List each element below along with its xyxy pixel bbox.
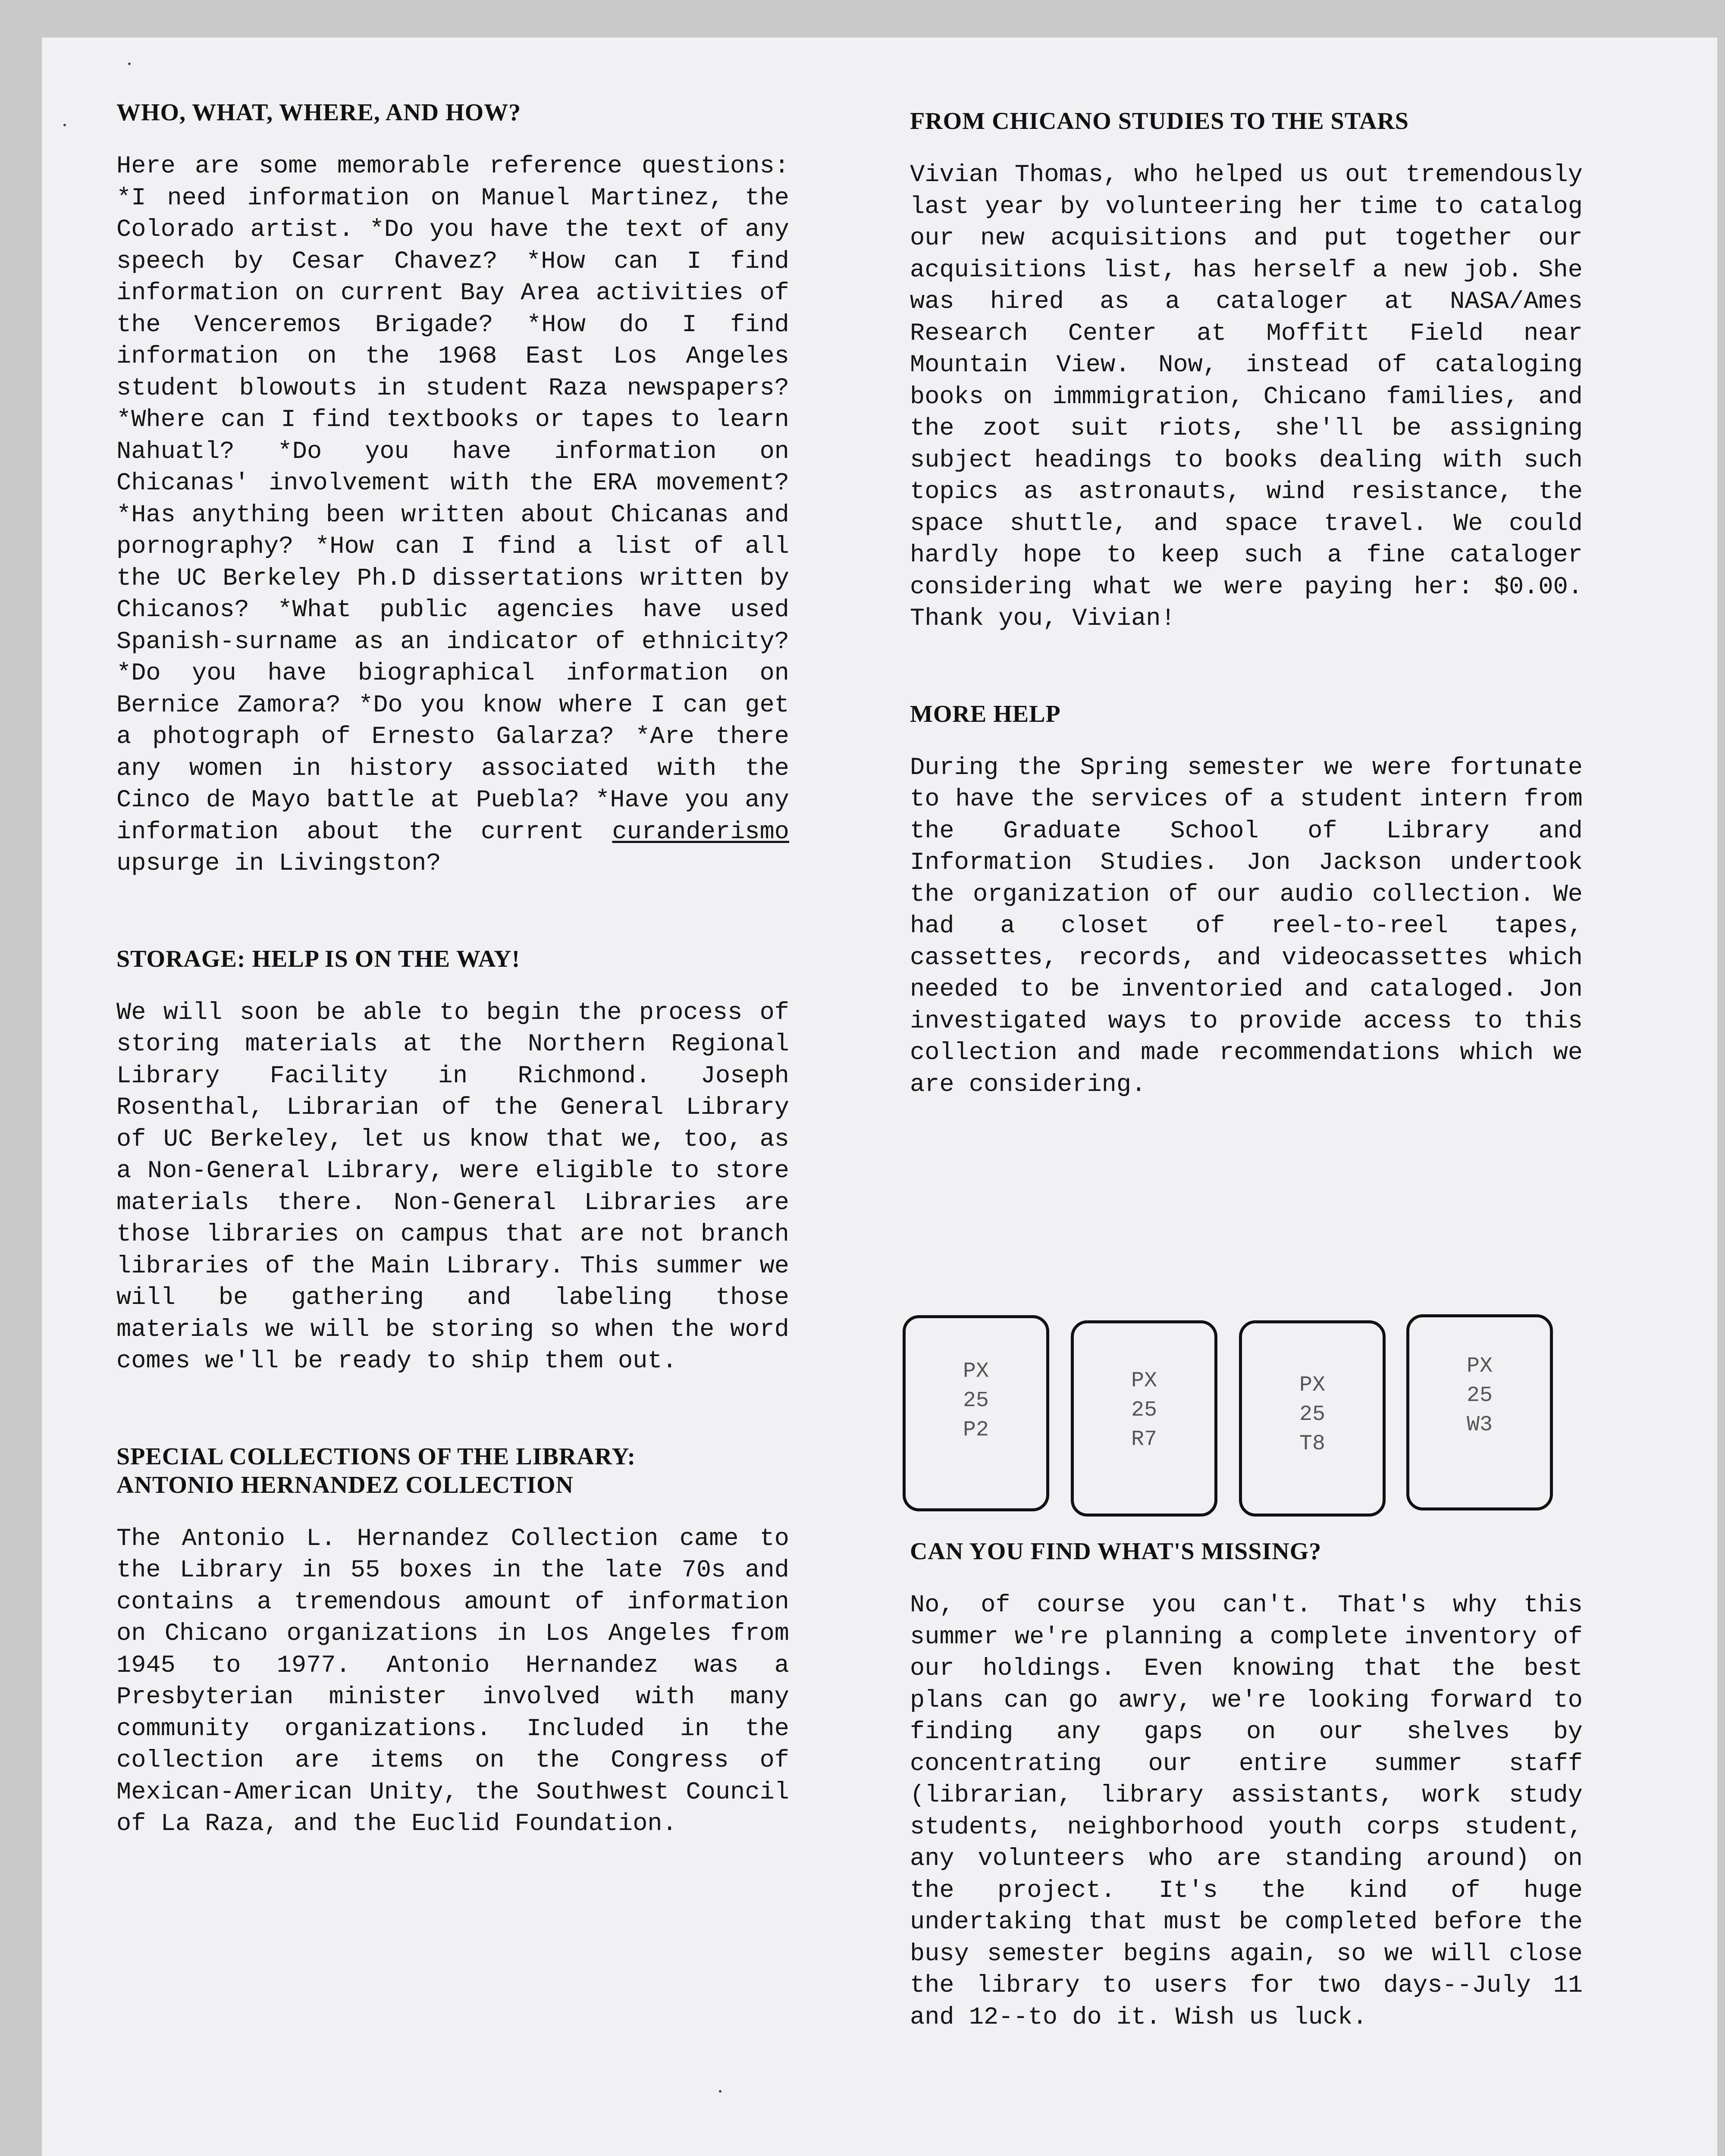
- special-collections-heading: [116, 1442, 789, 1499]
- storage-body: We will soon be able to begin the process of storing materials at the Northern Regional Library Facility in Richmond. Joseph Rosenthal, Librarian of the General Library of UC Berkeley, let us know that we, too, as a Non-General Library, were eligible to store materials there. Non-General Libraries are those libraries on campus that are not branch libraries of the Main Library. This summer we will be gathering and labeling those materials we will be storing so when the word comes we'll be ready to ship them out.: [116, 999, 789, 1375]
- whats-missing-heading: CAN YOU FIND WHAT'S MISSING?: [910, 1538, 1322, 1565]
- shelf-card: [903, 1315, 1049, 1511]
- whats-missing-body: No, of course you can't. That's why this summer we're planning a complete inventory of our holdings. Even knowing that the best plans can go awry, we're looking forward to finding any gaps on our shelves by concentrating our entire summer staff (librarian, library assistants, work study students, neighborhood youth corps student, any volunteers who are standing around) on the project. It's the kind of huge undertaking that must be completed before the busy semester begins again, so we will close the library to users for two days--July 11 and 12--to do it. Wish us luck.: [910, 1592, 1583, 2031]
- more-help-section: [910, 700, 1583, 1101]
- paper-speck: [719, 2090, 721, 2093]
- shelf-card: [1071, 1320, 1217, 1517]
- who-what-section: [116, 98, 789, 880]
- shelf-card: [1239, 1320, 1386, 1517]
- whats-missing-section: [910, 1537, 1583, 2034]
- paper-speck: [128, 63, 131, 65]
- shelf-card-label: PX 25 T8: [1299, 1373, 1325, 1456]
- who-what-text-end: upsurge in Livingston?: [116, 850, 441, 877]
- special-collections-heading-line2: ANTONIO HERNANDEZ COLLECTION: [116, 1471, 574, 1498]
- special-collections-body: The Antonio L. Hernandez Collection came to the Library in 55 boxes in the late 70s and contains a tremendous amount of information on Chicano organizations in Los Angeles from 1945 to 1977. Antonio Hernandez was a Presbyterian minister involved with many community organizations. Included in the collection are items on the Congress of Mexican-American Unity, the Southwest Council of La Raza, and the Euclid Foundation.: [116, 1525, 789, 1838]
- chicano-to-stars-heading: FROM CHICANO STUDIES TO THE STARS: [910, 108, 1409, 135]
- more-help-body: During the Spring semester we were fortunate to have the services of a student intern from the Graduate School of Library and Information Studies. Jon Jackson undertook the organization of our audio collection. We had a closet of reel-to-reel tapes, cassettes, records, and videocassettes which needed to be inventoried and cataloged. Jon investigated ways to provide access to this collection and made recommendations which we are considering.: [910, 754, 1583, 1099]
- who-what-body: [116, 151, 789, 880]
- shelf-card: [1406, 1314, 1553, 1510]
- shelf-card-row: [903, 1315, 1558, 1522]
- shelf-card-label: PX 25 R7: [1131, 1369, 1157, 1452]
- paper-speck: [63, 124, 66, 126]
- chicano-to-stars-body: Vivian Thomas, who helped us out tremendously last year by volunteering her time to catalog our new acquisitions and put together our acquisitions list, has herself a new job. She was hired as a cataloger at NASA/Ames Research Center at Moffitt Field near Mountain View. Now, instead of cataloging books on immmigration, Chicano families, and the zoot suit riots, she'll be assigning subject headings to books dealing with such topics as astronauts, wind resistance, the space shuttle, and space travel. We could hardly hope to keep such a fine cataloger considering what we were paying her: $0.00. Thank you, Vivian!: [910, 161, 1583, 633]
- curanderismo-underlined: curanderismo: [612, 818, 789, 846]
- special-collections-heading-line1: SPECIAL COLLECTIONS OF THE LIBRARY:: [116, 1443, 636, 1470]
- right-column: [910, 107, 1583, 1101]
- left-column: [116, 98, 789, 1840]
- shelf-card-label: PX 25 W3: [1466, 1354, 1493, 1437]
- who-what-heading: WHO, WHAT, WHERE, AND HOW?: [116, 99, 521, 126]
- storage-heading: STORAGE: HELP IS ON THE WAY!: [116, 945, 521, 972]
- storage-section: [116, 945, 789, 1378]
- chicano-to-stars-section: [910, 107, 1583, 635]
- who-what-text: Here are some memorable reference questions: *I need information on Manuel Martinez, the Colorado artist. *Do you have the text of any speech by Cesar Chavez? *How can I find information on current Bay Area activities of the Venceremos Brigade? *How do I find information on the 1968 East Los Angeles student blowouts in student Raza newspapers? *Where can I find textbooks or tapes to learn Nahuatl? *Do you have information on Chicanas' involvement with the ERA movement? *Has anything been written about Chicanas and pornography? *How can I find a list of all the UC Berkeley Ph.D dissertations written by Chicanos? *What public agencies have used Spanish-surname as an indicator of ethnicity? *Do you have biographical information on Bernice Zamora? *Do you know where I can get a photograph of Ernesto Galarza? *Are there any women in history associated with the Cinco de Mayo battle at Puebla? *Have you any information about the current: [116, 153, 789, 846]
- special-collections-section: [116, 1442, 789, 1840]
- shelf-card-label: PX 25 P2: [963, 1359, 989, 1442]
- more-help-heading: MORE HELP: [910, 700, 1061, 727]
- right-column-lower: [910, 1537, 1583, 2034]
